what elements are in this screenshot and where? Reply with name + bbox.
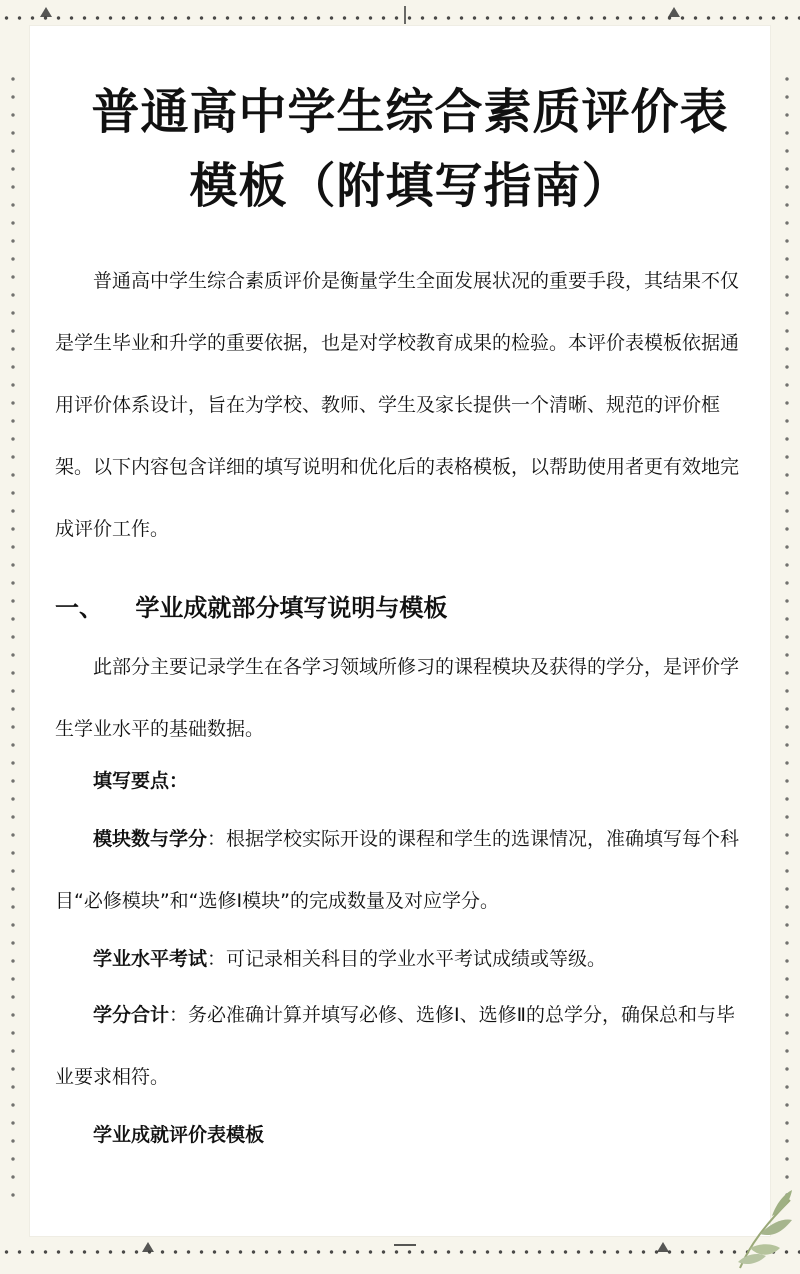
key-point-3-label: 学分合计 <box>93 1004 170 1026</box>
decorative-tick-icon <box>404 6 406 24</box>
section-1-description: 此部分主要记录学生在各学习领域所修习的课程模块及获得的学分，是评价学生学业水平的基础数据。 <box>55 656 740 740</box>
key-points-label: 填写要点： <box>93 770 189 792</box>
section-1-number: 一、 <box>55 594 103 622</box>
title-line-1: 普通高中学生综合素质评价表 <box>91 84 729 140</box>
intro-paragraph: 普通高中学生综合素质评价是衡量学生全面发展状况的重要手段，其结果不仅是学生毕业和升学的重要依据，也是对学校教育成果的检验。本评价表模板依据通用评价体系设计，旨在为学校、教师、学生及家长提供一个清晰、规范的评价框架。以下内容包含详细的填写说明和优化后的表格模板，以帮助使用者更有效地完成评价工作。 <box>55 270 740 540</box>
bottom-dotted-border <box>0 1246 800 1258</box>
decorative-triangle-icon <box>657 1242 669 1252</box>
left-dotted-border <box>8 70 18 1200</box>
key-point-2-label: 学业水平考试 <box>93 948 208 970</box>
key-point-1 <box>55 808 745 932</box>
section-1-heading <box>55 588 447 623</box>
section-1-title: 学业成就部分填写说明与模板 <box>135 594 448 622</box>
decorative-triangle-icon <box>40 7 52 17</box>
key-point-1-text: 根据学校实际开设的课程和学生的选课情况，准确填写每个科目“必修模块”和“选修Ⅰ模块”的完成数量及对应学分。 <box>55 828 740 912</box>
key-points-heading <box>55 750 745 812</box>
document-title <box>50 75 770 223</box>
title-line-2: 模板（附填写指南） <box>189 158 631 214</box>
top-dotted-border <box>0 12 800 24</box>
key-point-1-label: 模块数与学分 <box>93 828 208 850</box>
table-template-title <box>55 1104 745 1166</box>
decorative-triangle-icon <box>142 1242 154 1252</box>
key-point-2-separator: ： <box>207 948 227 970</box>
right-dotted-border <box>782 70 792 1200</box>
key-point-3 <box>55 984 745 1108</box>
key-point-2-text: 可记录相关科目的学业水平考试成绩或等级。 <box>226 948 607 970</box>
table-template-label: 学业成就评价表模板 <box>93 1124 265 1146</box>
key-point-3-separator: ： <box>169 1004 189 1026</box>
decorative-dash-icon <box>394 1244 416 1246</box>
key-point-2 <box>55 928 745 990</box>
key-point-1-separator: ： <box>207 828 227 850</box>
decorative-triangle-icon <box>668 7 680 17</box>
key-point-3-text: 务必准确计算并填写必修、选修Ⅰ、选修Ⅱ的总学分，确保总和与毕业要求相符。 <box>55 1004 735 1088</box>
